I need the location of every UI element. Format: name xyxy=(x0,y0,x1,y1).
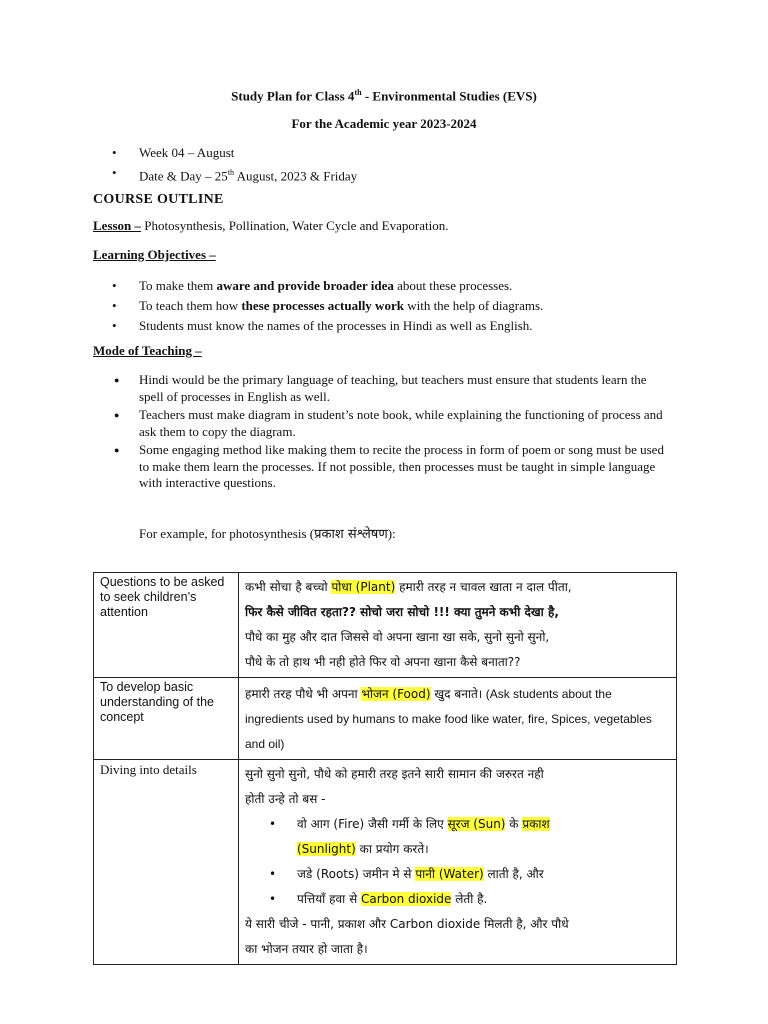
row-label: To develop basic understanding of the concept xyxy=(94,678,239,760)
row-label: Diving into details xyxy=(94,760,239,965)
mode-of-teaching-heading: Mode of Teaching – xyxy=(93,343,202,358)
week-item: • Week 04 – August xyxy=(112,143,357,163)
teaching-mode-item: ● Some engaging method like making them to recite the process in form of poem or song must be used to make them learn the processes. If not possible, then processes must be taught in simple language with interactive questions. xyxy=(112,442,672,492)
highlight: पानी (Water) xyxy=(415,867,484,881)
course-outline-heading: COURSE OUTLINE xyxy=(93,192,224,207)
objective-item: • To teach them how these processes actually work with the help of diagrams. xyxy=(112,296,543,316)
highlight: सूरज (Sun) xyxy=(447,817,506,831)
example-line: For example, for photosynthesis (प्रकाश संश्लेषण): xyxy=(139,526,396,542)
document-subtitle: For the Academic year 2023-2024 xyxy=(291,116,477,131)
objectives-list xyxy=(112,276,543,336)
objective-item: • To make them aware and provide broader idea about these processes. xyxy=(112,276,543,296)
teaching-mode-item: ● Hindi would be the primary language of teaching, but teachers must ensure that students learn the spell of processes in English as well. xyxy=(112,372,672,405)
highlight: प्रकाश xyxy=(522,817,550,831)
row-content: कभी सोचा है बच्चो पोधा (Plant) हमारी तरह न चावल खाता न दाल पीता, फिर कैसे जीवित रहता?? सोचो जरा सोचो !!! क्या तुमने कभी देखा है, पौधे का मुह और दात जिससे वो अपना खाना खा सके, सुनो सुनो सुनो, पौधे के तो हाथ भी नही होते फिर वो अपना खाना कैसे बनाता?? xyxy=(239,573,677,678)
table-row xyxy=(94,678,677,760)
lesson-line: Lesson – Photosynthesis, Pollination, Water Cycle and Evaporation. xyxy=(93,218,449,233)
row-content: हमारी तरह पौधे भी अपना भोजन (Food) खुद बनाते। (Ask students about the ingredients used by humans to make food like water, fire, Spices, vegetables and oil) xyxy=(239,678,677,760)
learning-objectives-heading: Learning Objectives – xyxy=(93,247,216,262)
highlight: Carbon dioxide xyxy=(361,892,452,906)
row-content: सुनो सुनो सुनो, पौधे को हमारी तरह इतने सारी सामान की जरुरत नही होती उन्हे तो बस - • वो आग (Fire) जैसी गर्मी के लिए सूरज (Sun) के प्रकाश (Sunlight) का प्रयोग करते। • जडे (Roots) जमीन मे से पानी (Water) लाती है, और • पत्तियाँ हवा से Carbon dioxide लेती है. ये सारी चीजे - पानी, प्रकाश और Carbon dioxide मिलती है, और पौधे का भोजन तयार हो जाता है। xyxy=(239,760,677,965)
teaching-mode-item: ● Teachers must make diagram in student’s note book, while explaining the functioning of process and ask them to copy the diagram. xyxy=(112,407,672,440)
info-list xyxy=(112,143,357,186)
row-label: Questions to be asked to seek children’s attention xyxy=(94,573,239,678)
lesson-plan-table xyxy=(93,572,677,965)
table-row xyxy=(94,573,677,678)
document-title: Study Plan for Class 4th - Environmental Studies (EVS) xyxy=(231,88,537,104)
table-row xyxy=(94,760,677,965)
highlight: पोधा (Plant) xyxy=(331,580,396,594)
highlight: (Sunlight) xyxy=(297,842,356,856)
objective-item: • Students must know the names of the processes in Hindi as well as English. xyxy=(112,316,543,336)
highlight: भोजन (Food) xyxy=(361,687,431,701)
teaching-mode-list xyxy=(112,372,672,494)
date-item: • Date & Day – 25th August, 2023 & Friday xyxy=(112,163,357,186)
